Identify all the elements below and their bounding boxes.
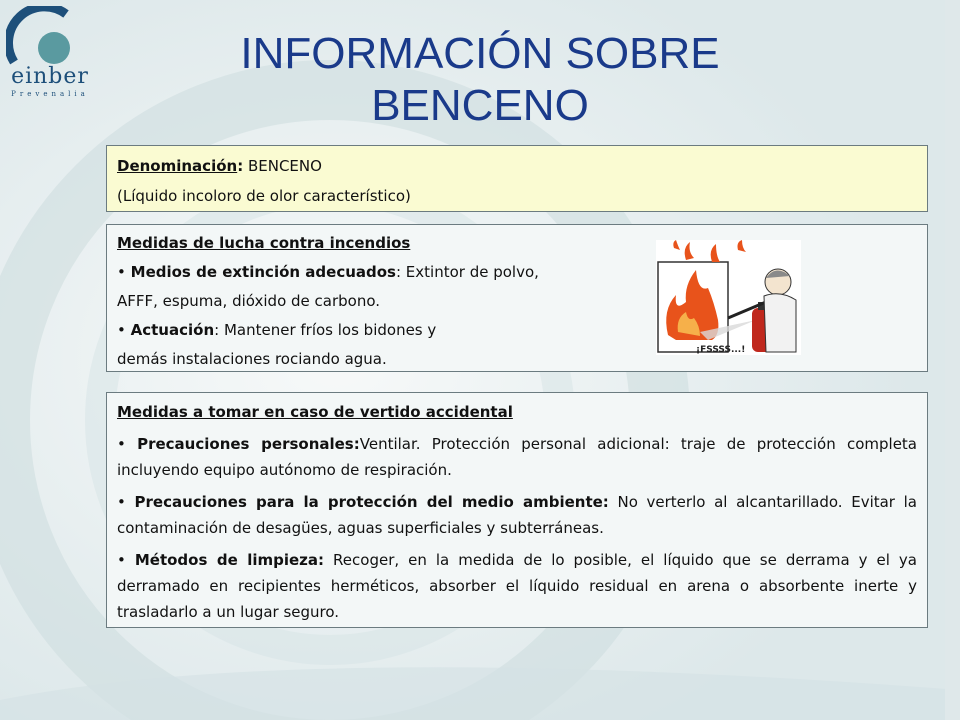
vertido-item-1-label: Precauciones personales: bbox=[137, 435, 360, 453]
logo-word: einber bbox=[11, 64, 89, 89]
vertido-heading-text: Medidas a tomar en caso de vertido accidental bbox=[117, 403, 513, 421]
bullet: • bbox=[117, 263, 126, 281]
einber-logo bbox=[6, 6, 94, 98]
incendios-item-1-cont: AFFF, espuma, dióxido de carbono. bbox=[117, 292, 381, 310]
vertido-item-2 bbox=[117, 489, 917, 541]
bullet: • bbox=[117, 435, 126, 453]
vertido-item-2-label: Precauciones para la protección del medio ambiente: bbox=[134, 493, 609, 511]
denominacion-colon: : bbox=[237, 157, 244, 175]
vertido-heading bbox=[117, 399, 917, 425]
fire-extinguisher-illustration bbox=[656, 240, 801, 355]
bullet: • bbox=[117, 321, 126, 339]
incendios-item-2-label: Actuación bbox=[130, 321, 215, 339]
page-title bbox=[150, 28, 810, 132]
illustration-sound-text: ¡FSSSS...! bbox=[696, 345, 746, 355]
denominacion-description: (Líquido incoloro de olor característico) bbox=[117, 187, 411, 205]
incendios-item-1-text: : Extintor de polvo, bbox=[395, 263, 539, 281]
vertido-item-2-text: No verterlo al alcantarillado. Evitar la contaminación de desagües, aguas superficiales y subterráneas. bbox=[117, 493, 917, 537]
title-line1: INFORMACIÓN SOBRE bbox=[240, 29, 720, 78]
incendios-heading-text: Medidas de lucha contra incendios bbox=[117, 234, 411, 252]
incendios-item-2-cont: demás instalaciones rociando agua. bbox=[117, 350, 387, 368]
denominacion-line bbox=[117, 151, 917, 181]
bullet: • bbox=[117, 551, 126, 569]
denominacion-label: Denominación bbox=[117, 157, 238, 175]
logo-subword: Prevenalia bbox=[11, 90, 89, 98]
incendios-item-2-text: : Mantener fríos los bidones y bbox=[214, 321, 437, 339]
logo-mark-icon bbox=[6, 6, 94, 66]
incendios-box bbox=[106, 224, 928, 372]
vertido-item-3-text: Recoger, en la medida de lo posible, el líquido que se derrama y el ya derramado en recipientes herméticos, absorber el líquido residual en arena o absorbente inerte y trasladarlo a un lugar seguro. bbox=[117, 551, 917, 621]
vertido-item-3 bbox=[117, 547, 917, 625]
vertido-item-1-text: Ventilar. Protección personal adicional: traje de protección completa incluyendo equipo autónomo de respiración. bbox=[117, 435, 917, 479]
vertido-item-3-label: Métodos de limpieza: bbox=[134, 551, 325, 569]
denominacion-box bbox=[106, 145, 928, 212]
vertido-item-1 bbox=[117, 431, 917, 483]
bullet: • bbox=[117, 493, 126, 511]
incendios-item-1-label: Medios de extinción adecuados bbox=[130, 263, 396, 281]
title-line2: BENCENO bbox=[371, 81, 589, 130]
vertido-box bbox=[106, 392, 928, 628]
denominacion-value: BENCENO bbox=[243, 157, 322, 175]
